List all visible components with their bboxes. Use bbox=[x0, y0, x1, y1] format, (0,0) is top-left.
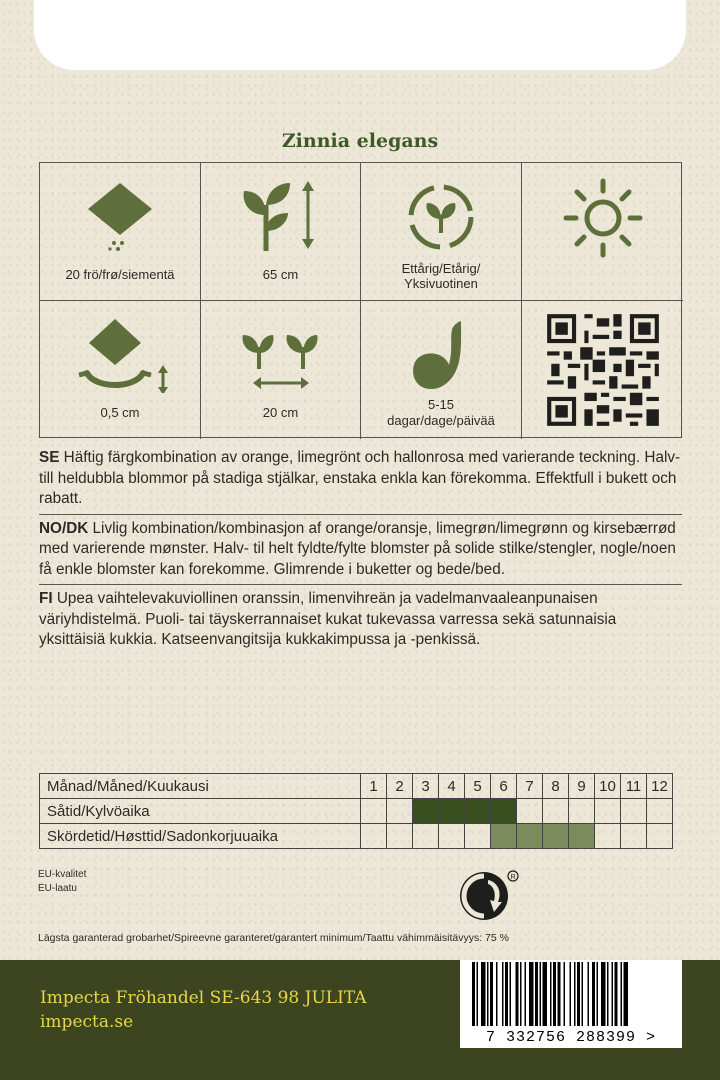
barcode-bar bbox=[558, 962, 561, 1026]
harvest-row bbox=[40, 824, 673, 849]
plant-spacing-icon bbox=[231, 319, 331, 399]
sowing-month-cell bbox=[439, 799, 465, 824]
barcode-bar bbox=[472, 962, 475, 1026]
sun-icon bbox=[558, 173, 648, 263]
barcode-bar bbox=[525, 962, 527, 1026]
icon-grid bbox=[39, 162, 682, 438]
annual-cycle-icon bbox=[401, 177, 481, 257]
barcode-bar bbox=[577, 962, 580, 1026]
harvest-month-cell bbox=[491, 824, 517, 849]
barcode-bar bbox=[607, 962, 609, 1026]
sowing-month-cell bbox=[413, 799, 439, 824]
barcode-bar bbox=[582, 962, 584, 1026]
harvest-month-cell bbox=[517, 824, 543, 849]
barcode-bar bbox=[487, 962, 489, 1026]
germination-seed-icon bbox=[401, 313, 481, 393]
plant-height-icon bbox=[236, 175, 326, 255]
description-no-dk: NO/DK Livlig kombination/kombinasjon af orange/oransje, limegrøn/limegrønn og kirsebærrød med varierende mønster. Halv- til helt fyldte/fylte blomster på solide stilke/stengler, nogle/noen få enkle blomster kan forekomme. Glimrende i buketter og bede/bed. bbox=[39, 519, 682, 586]
sowing-month-cell bbox=[543, 799, 569, 824]
harvest-month-cell bbox=[465, 824, 491, 849]
sowing-depth-cell bbox=[40, 301, 201, 439]
sowing-month-cell bbox=[647, 799, 673, 824]
harvest-month-cell bbox=[595, 824, 621, 849]
barcode-bar bbox=[540, 962, 542, 1026]
month-cell: 3 bbox=[413, 774, 439, 799]
plant-spacing-label: 20 cm bbox=[262, 405, 299, 420]
barcode-bar bbox=[510, 962, 512, 1026]
species-title: Zinnia elegans bbox=[281, 130, 439, 152]
qr-cell bbox=[522, 301, 683, 439]
harvest-month-cell bbox=[439, 824, 465, 849]
height-cell bbox=[201, 163, 361, 301]
green-dot-recycling-icon bbox=[458, 868, 522, 924]
barcode-bar bbox=[553, 962, 556, 1026]
month-cell: 5 bbox=[465, 774, 491, 799]
month-cell: 9 bbox=[569, 774, 595, 799]
barcode-bar bbox=[574, 962, 576, 1026]
website-link[interactable]: impecta.se bbox=[40, 1012, 134, 1032]
barcode-bar bbox=[543, 962, 548, 1026]
sowing-month-cell bbox=[387, 799, 413, 824]
month-header: Månad/Måned/Kuukausi bbox=[40, 774, 361, 799]
sowing-month-cell bbox=[621, 799, 647, 824]
sowing-month-cell bbox=[465, 799, 491, 824]
month-cell: 2 bbox=[387, 774, 413, 799]
barcode-bar bbox=[550, 962, 552, 1026]
sowing-row bbox=[40, 799, 673, 824]
sowing-depth-icon bbox=[65, 313, 175, 393]
seed-count-label: 20 frö/frø/siementä bbox=[65, 267, 175, 282]
barcode-bar bbox=[564, 962, 566, 1026]
description bbox=[39, 448, 682, 659]
sowing-depth-label: 0,5 cm bbox=[100, 405, 140, 420]
sowing-month-cell bbox=[491, 799, 517, 824]
harvest-month-cell bbox=[569, 824, 595, 849]
barcode-bar bbox=[520, 962, 522, 1026]
sowing-month-cell bbox=[569, 799, 595, 824]
svg-text:R: R bbox=[510, 874, 516, 881]
month-cell: 8 bbox=[543, 774, 569, 799]
germination-rate: Lägsta garanterad grobarhet/Spireevne garanteret/garantert minimum/Taattu vähimmäisitävyys: 75 % bbox=[38, 932, 509, 944]
barcode-number: 7 332756 288399 > bbox=[485, 1029, 657, 1046]
barcode bbox=[460, 960, 682, 1048]
barcode-bar bbox=[535, 962, 538, 1026]
sun-cell bbox=[522, 163, 683, 301]
barcode-bar bbox=[477, 962, 479, 1026]
harvest-month-cell bbox=[647, 824, 673, 849]
month-cell: 7 bbox=[517, 774, 543, 799]
harvest-month-cell bbox=[543, 824, 569, 849]
sowing-month-cell bbox=[361, 799, 387, 824]
barcode-bar bbox=[490, 962, 493, 1026]
company-address bbox=[40, 986, 366, 1034]
barcode-bar bbox=[516, 962, 519, 1026]
qr-code-icon[interactable] bbox=[543, 310, 663, 430]
barcode-bar bbox=[621, 962, 623, 1026]
plant-spacing-cell bbox=[201, 301, 361, 439]
barcode-bar bbox=[481, 962, 486, 1026]
calendar-header-row bbox=[40, 774, 673, 799]
sowing-month-cell bbox=[595, 799, 621, 824]
sowing-label: Såtid/Kylvöaika bbox=[40, 799, 361, 824]
month-cell: 1 bbox=[361, 774, 387, 799]
barcode-bar bbox=[601, 962, 606, 1026]
germination-cell bbox=[361, 301, 522, 439]
barcode-bar bbox=[505, 962, 508, 1026]
barcode-bar bbox=[588, 962, 590, 1026]
barcode-bar bbox=[502, 962, 504, 1026]
barcode-bar bbox=[570, 962, 572, 1026]
harvest-label: Skördetid/Høsttid/Sadonkorjuuaika bbox=[40, 824, 361, 849]
harvest-month-cell bbox=[387, 824, 413, 849]
barcode-bar bbox=[592, 962, 595, 1026]
barcode-bars bbox=[460, 960, 682, 1026]
germination-label: 5-15 dagar/dage/päivää bbox=[387, 397, 495, 428]
sowing-month-cell bbox=[517, 799, 543, 824]
barcode-bar bbox=[615, 962, 618, 1026]
sowing-calendar bbox=[39, 773, 673, 849]
height-label: 65 cm bbox=[262, 267, 299, 282]
company-name: Impecta Fröhandel SE-643 98 JULITA bbox=[40, 988, 367, 1008]
eu-quality: EU-kvalitet EU-laatu bbox=[38, 869, 87, 894]
barcode-bar bbox=[496, 962, 498, 1026]
annual-cell bbox=[361, 163, 522, 301]
month-cell: 10 bbox=[595, 774, 621, 799]
barcode-bar bbox=[624, 962, 629, 1026]
month-cell: 4 bbox=[439, 774, 465, 799]
month-cell: 11 bbox=[621, 774, 647, 799]
barcode-bar bbox=[529, 962, 534, 1026]
harvest-month-cell bbox=[413, 824, 439, 849]
hang-tab bbox=[34, 0, 686, 70]
description-fi: FI Upea vaihtelevakuviollinen oranssin, limenvihreän ja vadelmanvaaleanpunaisen väriyhdistelmä. Puoli- tai täyskerrannaiset kukat tukevassa varressa sekä satunnaisia yksittäisiä kukkia. Katseenvangitsija kukkakimpussa ja -penkissä. bbox=[39, 590, 617, 648]
barcode-bar bbox=[597, 962, 599, 1026]
month-cell: 12 bbox=[647, 774, 673, 799]
annual-label: Ettårig/Etårig/ Yksivuotinen bbox=[401, 261, 481, 291]
barcode-bar bbox=[612, 962, 614, 1026]
seed-packet-icon bbox=[80, 179, 160, 259]
harvest-month-cell bbox=[361, 824, 387, 849]
month-cell: 6 bbox=[491, 774, 517, 799]
seed-count-cell bbox=[40, 163, 201, 301]
description-se: SE Häftig färgkombination av orange, limegrönt och hallonrosa med varierande teckning. Halv- till heldubbla blommor på stadiga stjälkar, enstaka enkla kan förekomma. Effektfull i bukett och rabatt. bbox=[39, 448, 682, 515]
harvest-month-cell bbox=[621, 824, 647, 849]
